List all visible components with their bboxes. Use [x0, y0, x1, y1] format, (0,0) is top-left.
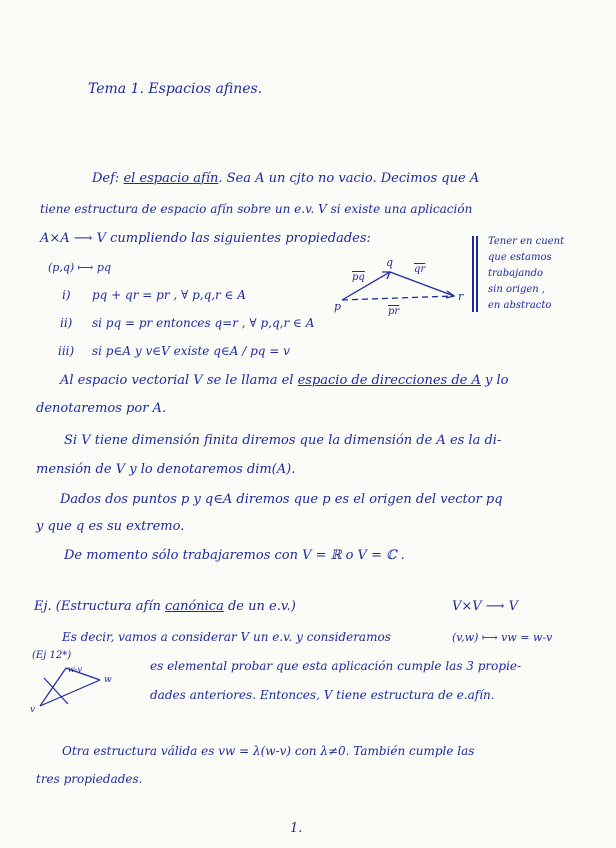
vector-pq-label: pq [352, 272, 365, 283]
property-2: si pq = pr entonces q=r , ∀ p,q,r ∈ A [92, 316, 315, 330]
vector-wv-label: w-v [68, 665, 83, 674]
definition-line-3: A×A ⟶ V cumpliendo las siguientes propiedades: [40, 231, 371, 246]
property-1: pq + qr = pr , ∀ p,q,r ∈ A [92, 288, 246, 302]
direcciones-line-1 [60, 374, 509, 387]
example-rest: de un e.v.) [227, 599, 296, 614]
example-label: Ej. (Estructura afín [34, 599, 161, 614]
vector-triangle-diagram [330, 250, 470, 320]
side-note-line: sin origen , [488, 284, 546, 295]
property-1-label: i) [62, 288, 71, 302]
definition-rest: . Sea A un cjto no vacio. Decimos que A [218, 171, 480, 186]
page-title: Tema 1. Espacios afines. [88, 81, 263, 97]
direcciones-line-2: denotaremos por A. [36, 401, 167, 416]
example-line-2: Es decir, vamos a considerar V un e.v. y consideramos [62, 630, 391, 644]
vector-qr-label: qr [414, 264, 426, 275]
example-heading [34, 600, 296, 613]
vector-pr-label: pr [388, 306, 400, 317]
definition-line-1 [92, 172, 479, 185]
side-note-line: que estamos [488, 252, 552, 263]
definition-map: (p,q) ⟼ pq [48, 261, 112, 274]
example-map-2: (v,w) ⟼ vw = w-v [452, 631, 553, 644]
definition-line-2: tiene estructura de espacio afín sobre un e.v. V si existe una aplicación [40, 202, 473, 216]
momento-line: De momento sólo trabajaremos con V = ℝ o V = ℂ . [64, 548, 405, 563]
puntos-line-1: Dados dos puntos p y q∈A diremos que p es el origen del vector pq [60, 492, 503, 507]
side-note-bar [472, 236, 474, 312]
arrow-pr [342, 296, 454, 300]
direcciones-term: espacio de direcciones de A [297, 373, 481, 388]
dimension-line-1: Si V tiene dimensión finita diremos que la dimensión de A es la di- [64, 433, 502, 448]
side-note-bar [476, 236, 478, 312]
page-number: 1. [290, 821, 303, 836]
example-reference: (Ej 12*) [32, 650, 72, 661]
direcciones-text-end: y lo [480, 373, 509, 388]
vector-difference-diagram [30, 664, 140, 724]
direcciones-text: Al espacio vectorial V se le llama el [60, 373, 294, 388]
example-line-4: dades anteriores. Entonces, V tiene estructura de e.afín. [150, 688, 495, 702]
vector-v-label: v [30, 705, 36, 715]
side-note-line: trabajando [488, 268, 544, 279]
definition-prefix: Def: [92, 171, 120, 186]
example-term: canónica [165, 599, 224, 614]
dimension-line-2: mensión de V y lo denotaremos dim(A). [36, 462, 296, 477]
side-note-line: Tener en cuent [488, 236, 565, 247]
vector-w-label: w [104, 675, 112, 685]
closing-line-2: tres propiedades. [36, 772, 143, 786]
closing-line-1: Otra estructura válida es vw = λ(w-v) con λ≠0. También cumple las [62, 744, 475, 758]
example-map: V×V ⟶ V [452, 599, 518, 614]
definition-term: el espacio afín [123, 171, 219, 186]
side-note [468, 234, 608, 318]
point-r-label: r [458, 290, 464, 303]
example-line-3: es elemental probar que esta aplicación cumple las 3 propie- [150, 659, 522, 673]
property-3: si p∈A y v∈V existe q∈A / pq = v [92, 344, 290, 358]
point-p-label: p [334, 300, 342, 313]
property-3-label: iii) [58, 344, 75, 358]
arrow-pq [342, 272, 390, 300]
point-q-label: q [386, 256, 394, 269]
property-2-label: ii) [60, 316, 73, 330]
side-note-line: en abstracto [488, 300, 552, 311]
arrow-qr [390, 272, 454, 296]
puntos-line-2: y que q es su extremo. [36, 519, 185, 534]
